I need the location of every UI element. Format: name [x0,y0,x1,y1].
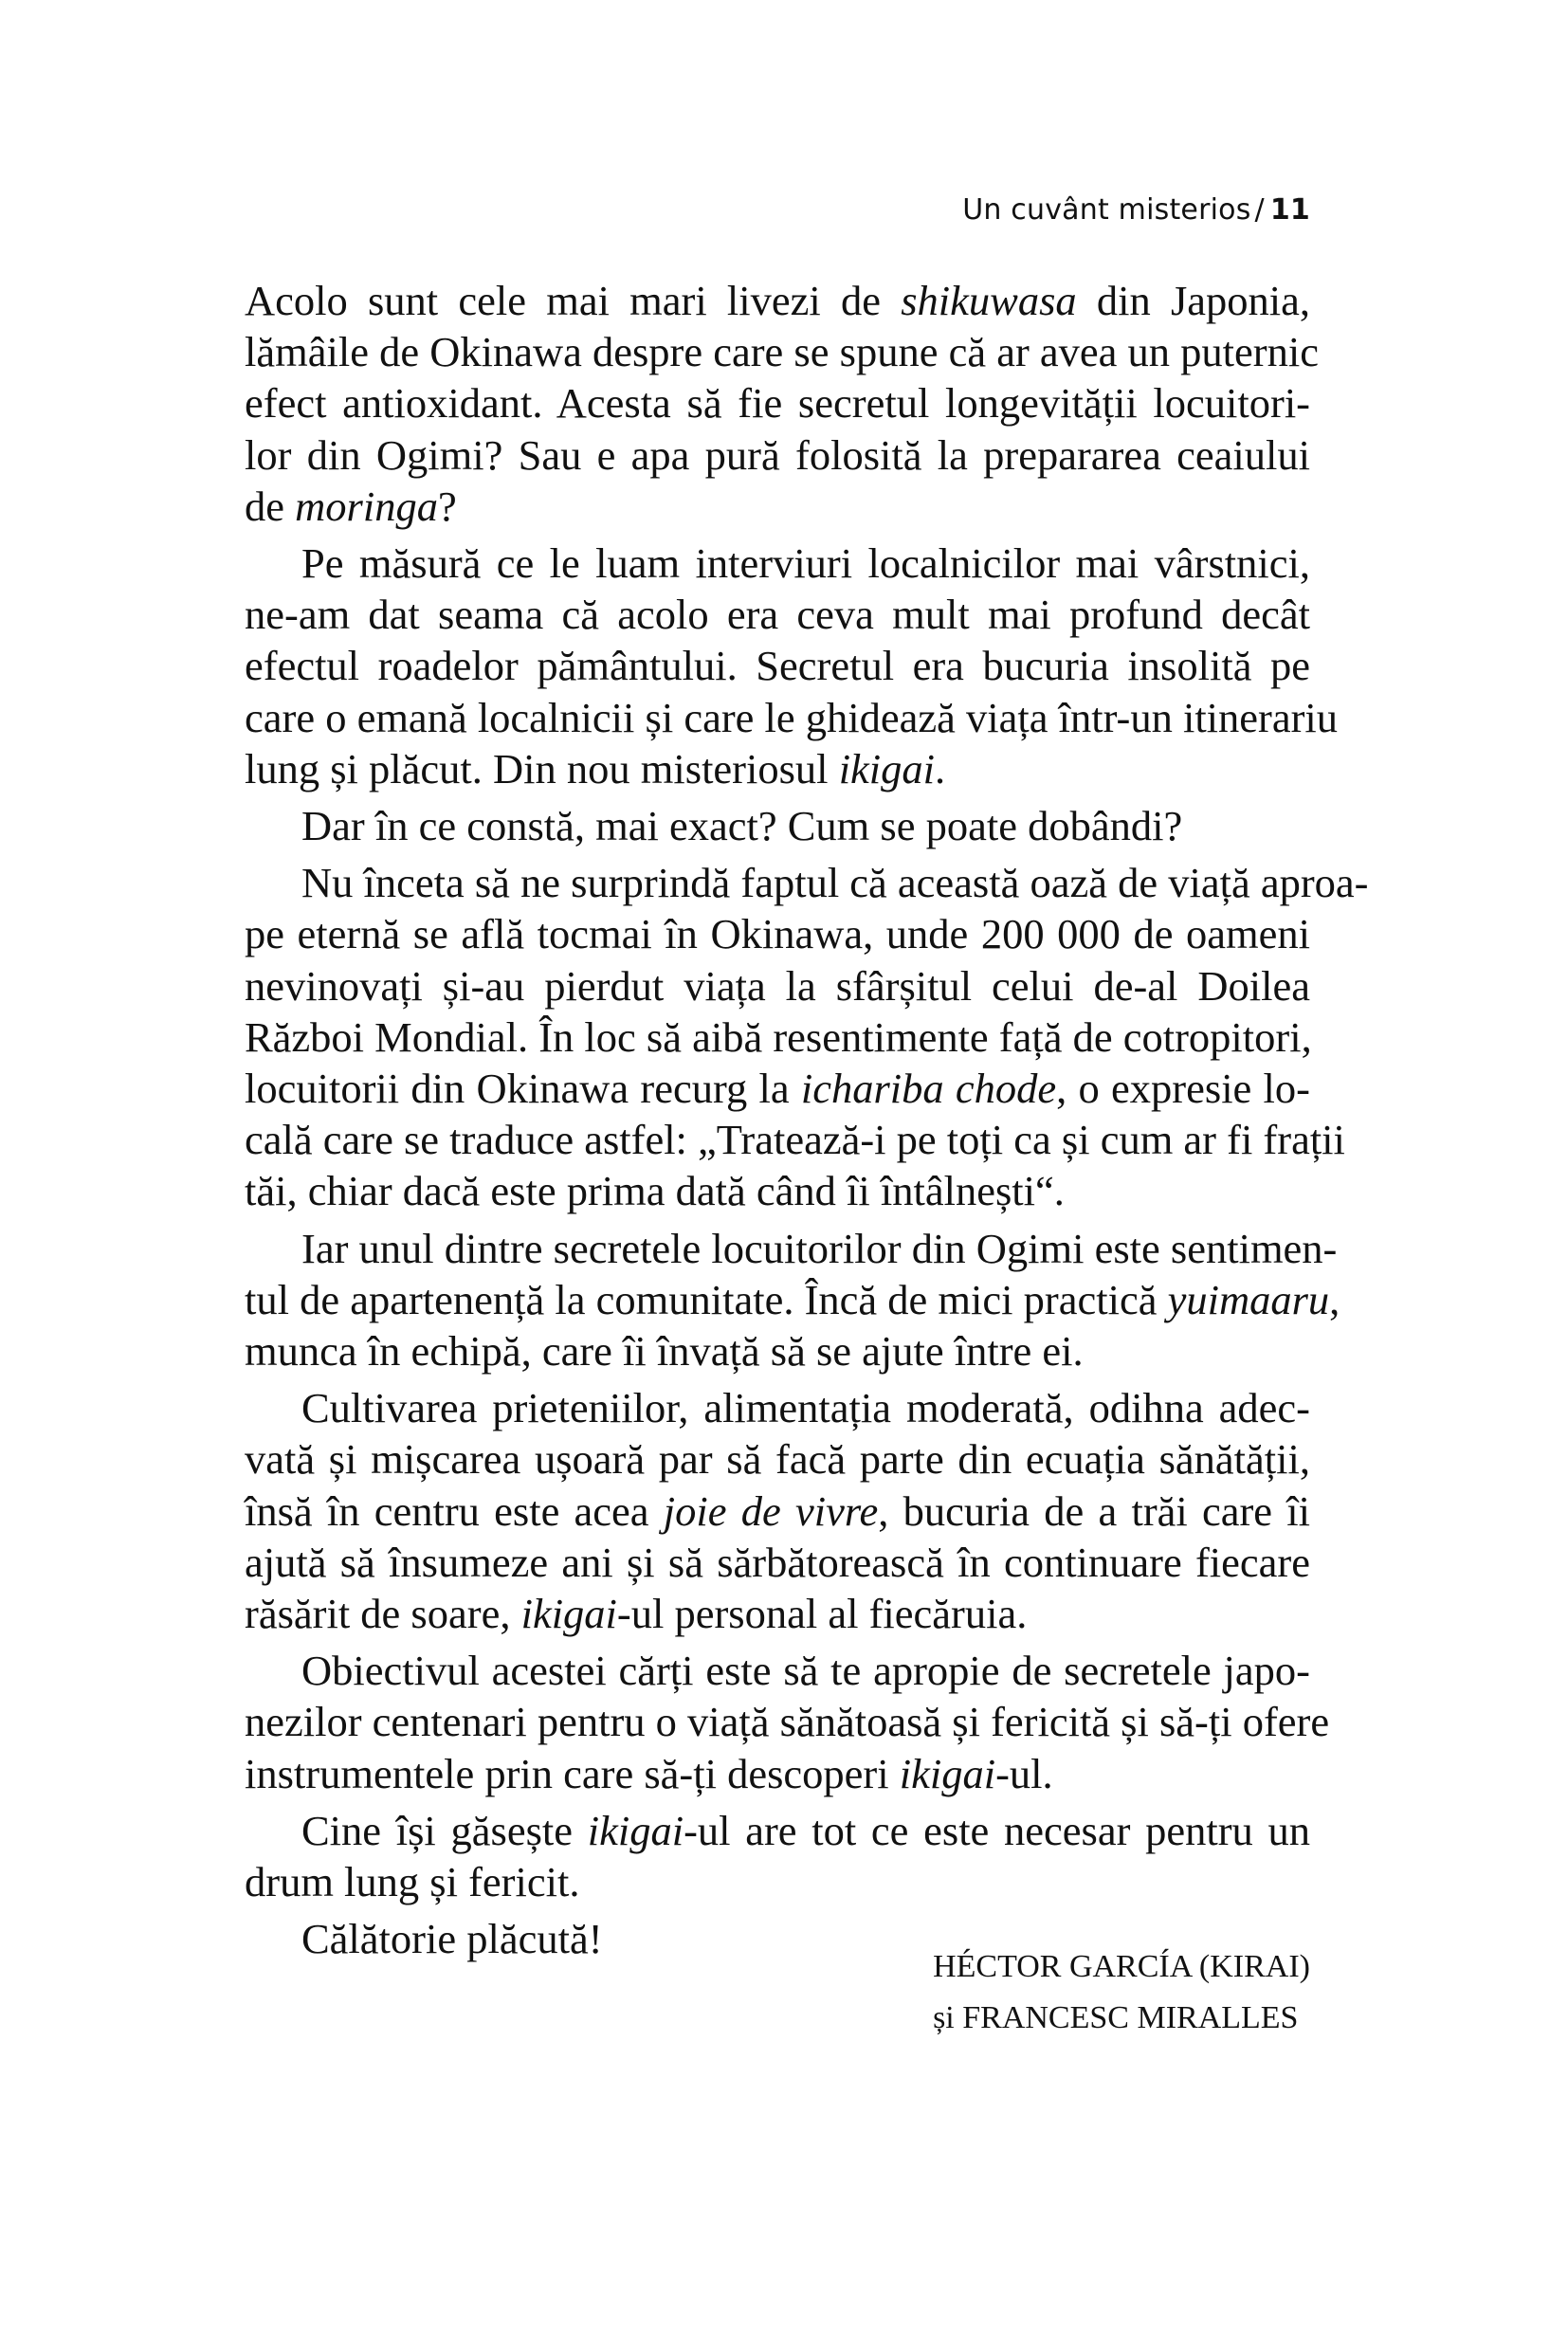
text-line: Război Mondial. În loc să aibă resentimente față de cotropitori, [245,1012,1312,1061]
body-text [245,275,1369,1965]
text-line: Cine își găsește ikigai-ul are tot ce este necesar pentru un [301,1806,1310,1854]
text-line: nezilor centenari pentru o viață sănătoasă și fericită și să-ți ofere [245,1698,1330,1746]
text-line: locuitorii din Okinawa recurg la ichariba chode, o expresie lo- [245,1065,1310,1113]
text-line: cală care se traduce astfel: „Tratează-i pe toți ca și cum ar fi frații [245,1116,1345,1164]
running-header [962,193,1310,227]
text-line: Nu înceta să ne surprindă faptul că această oază de viață aproa- [301,859,1369,907]
text-line: lung și plăcut. Din nou misteriosul ikigai. [245,744,946,793]
paragraph [245,1382,1310,1639]
text-line: ajută să însumeze ani și să sărbătorească în continuare fiecare [245,1538,1310,1586]
signature-author-2: și FRANCESC MIRALLES [933,2000,1299,2035]
paragraph [245,857,1369,1216]
text-line: Pe măsură ce le luam interviuri localnicilor mai vârstnici, [301,539,1310,588]
text-line: ne-am dat seama că acolo era ceva mult mai profund decât [245,591,1310,639]
text-line: tăi, chiar dacă este prima dată când îi întâlnești“. [245,1167,1065,1215]
text-line: lor din Ogimi? Sau e apa pură folosită la prepararea ceaiului [245,430,1310,479]
chapter-title: Un cuvânt misterios [962,193,1251,227]
text-line: vată și mișcarea ușoară par să facă parte din ecuația sănătății, [245,1435,1310,1484]
text-line: Dar în ce constă, mai exact? Cum se poate dobândi? [301,802,1183,850]
signature [933,1941,1310,2044]
text-line: munca în echipă, care îi învață să se ajute între ei. [245,1327,1084,1376]
text-line: de moringa? [245,482,457,530]
paragraph [245,1223,1340,1377]
page-number: 11 [1269,193,1310,227]
paragraph [245,800,1310,851]
text-line: efectul roadelor pământului. Secretul era bucuria insolită pe [245,642,1310,690]
text-line: răsărit de soare, ikigai-ul personal al fiecăruia. [245,1590,1028,1638]
text-line: efect antioxidant. Acesta să fie secretul longevității locuitori- [245,379,1310,428]
text-line: Acolo sunt cele mai mari livezi de shikuwasa din Japonia, [245,277,1310,324]
text-line: care o emană localnicii și care le ghidează viața într-un itinerariu [245,693,1339,741]
signature-author-1: HÉCTOR GARCÍA (KIRAI) [933,1949,1310,1984]
text-line: Cultivarea prieteniilor, alimentația moderată, odihna adec- [301,1384,1310,1432]
text-line: Iar unul dintre secretele locuitorilor din Ogimi este sentimen- [301,1224,1338,1272]
text-line: Călătorie plăcută! [301,1915,603,1963]
text-line: pe eternă se află tocmai în Okinawa, unde 200 000 de oameni [245,910,1310,958]
paragraph [245,275,1319,532]
paragraph [245,1805,1310,1907]
text-line: Obiectivul acestei cărți este să te apropie de secretele japo- [301,1647,1310,1695]
header-separator: / [1254,193,1265,227]
text-line: tul de apartenență la comunitate. Încă de mici practică yuimaaru, [245,1275,1340,1323]
paragraph [245,1645,1330,1799]
paragraph [245,538,1339,794]
text-line: nevinovați și-au pierdut viața la sfârșitul celui de-al Doilea [245,961,1310,1010]
text-line: instrumentele prin care să-ți descoperi ikigai-ul. [245,1749,1053,1797]
text-line: însă în centru este acea joie de vivre, bucuria de a trăi care îi [245,1486,1310,1535]
text-line: lămâile de Okinawa despre care se spune că ar avea un puternic [245,328,1319,376]
text-line: drum lung și fericit. [245,1858,580,1906]
